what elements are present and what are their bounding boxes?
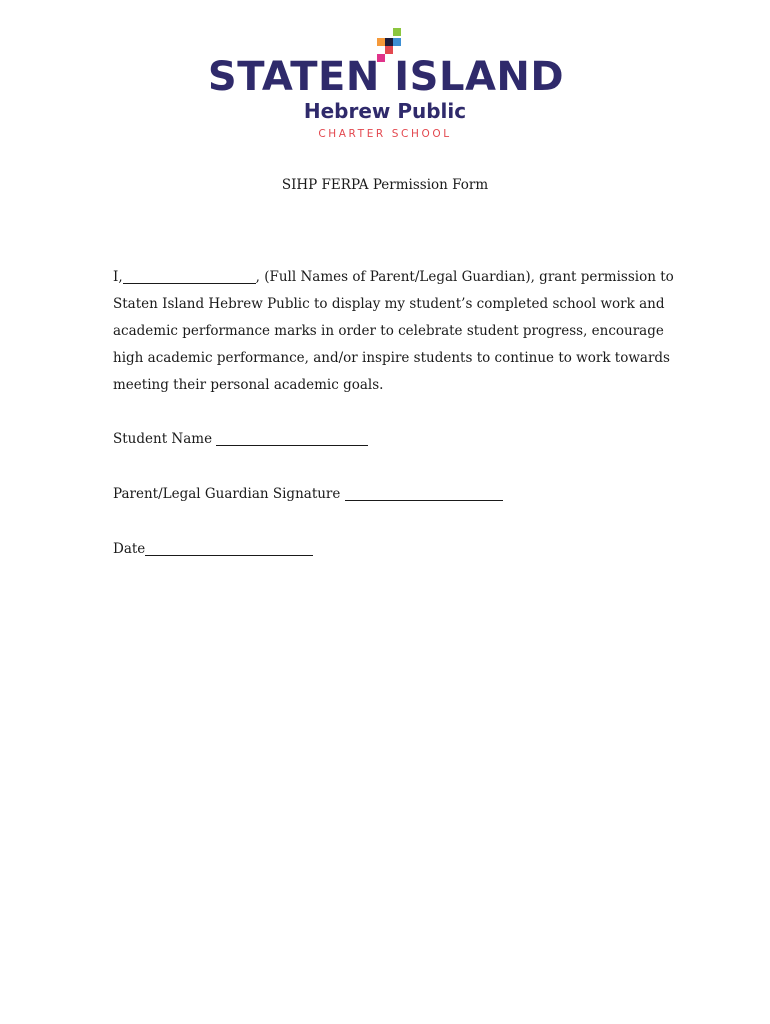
logo-title: STATEN ISLAND: [207, 54, 565, 100]
paragraph-line-4: high academic performance, and/or inspire students to continue to work towards: [113, 350, 670, 366]
paragraph-prefix: I,: [113, 269, 123, 285]
date-label: Date: [113, 541, 146, 557]
guardian-name-blank[interactable]: [123, 269, 256, 284]
logo-square-orange: [377, 38, 385, 46]
signature-blank[interactable]: [345, 486, 503, 501]
permission-paragraph: [113, 264, 673, 399]
paragraph-line-1: [113, 264, 673, 291]
logo-tagline: CHARTER SCHOOL: [318, 128, 452, 140]
student-name-blank[interactable]: [216, 431, 368, 446]
signature-field: [113, 484, 503, 504]
student-name-label: Student Name: [113, 431, 213, 447]
signature-label: Parent/Legal Guardian Signature: [113, 486, 341, 502]
date-blank[interactable]: [145, 541, 313, 556]
paragraph-line-1-text: , (Full Names of Parent/Legal Guardian), grant permission to: [255, 269, 674, 285]
form-title: SIHP FERPA Permission Form: [281, 177, 489, 193]
paragraph-line-2: Staten Island Hebrew Public to display my student’s completed school work and: [113, 296, 665, 312]
logo-square-blue: [393, 38, 401, 46]
paragraph-line-5: meeting their personal academic goals.: [113, 377, 384, 393]
student-name-field: [113, 429, 368, 449]
logo-square-dark: [385, 38, 393, 46]
paragraph-line-3: academic performance marks in order to celebrate student progress, encourage: [113, 323, 664, 339]
logo-subtitle: Hebrew Public: [303, 99, 467, 123]
logo-square-coral: [385, 46, 393, 54]
school-logo: [195, 26, 575, 144]
logo-square-green: [393, 28, 401, 36]
date-field: [113, 539, 313, 559]
